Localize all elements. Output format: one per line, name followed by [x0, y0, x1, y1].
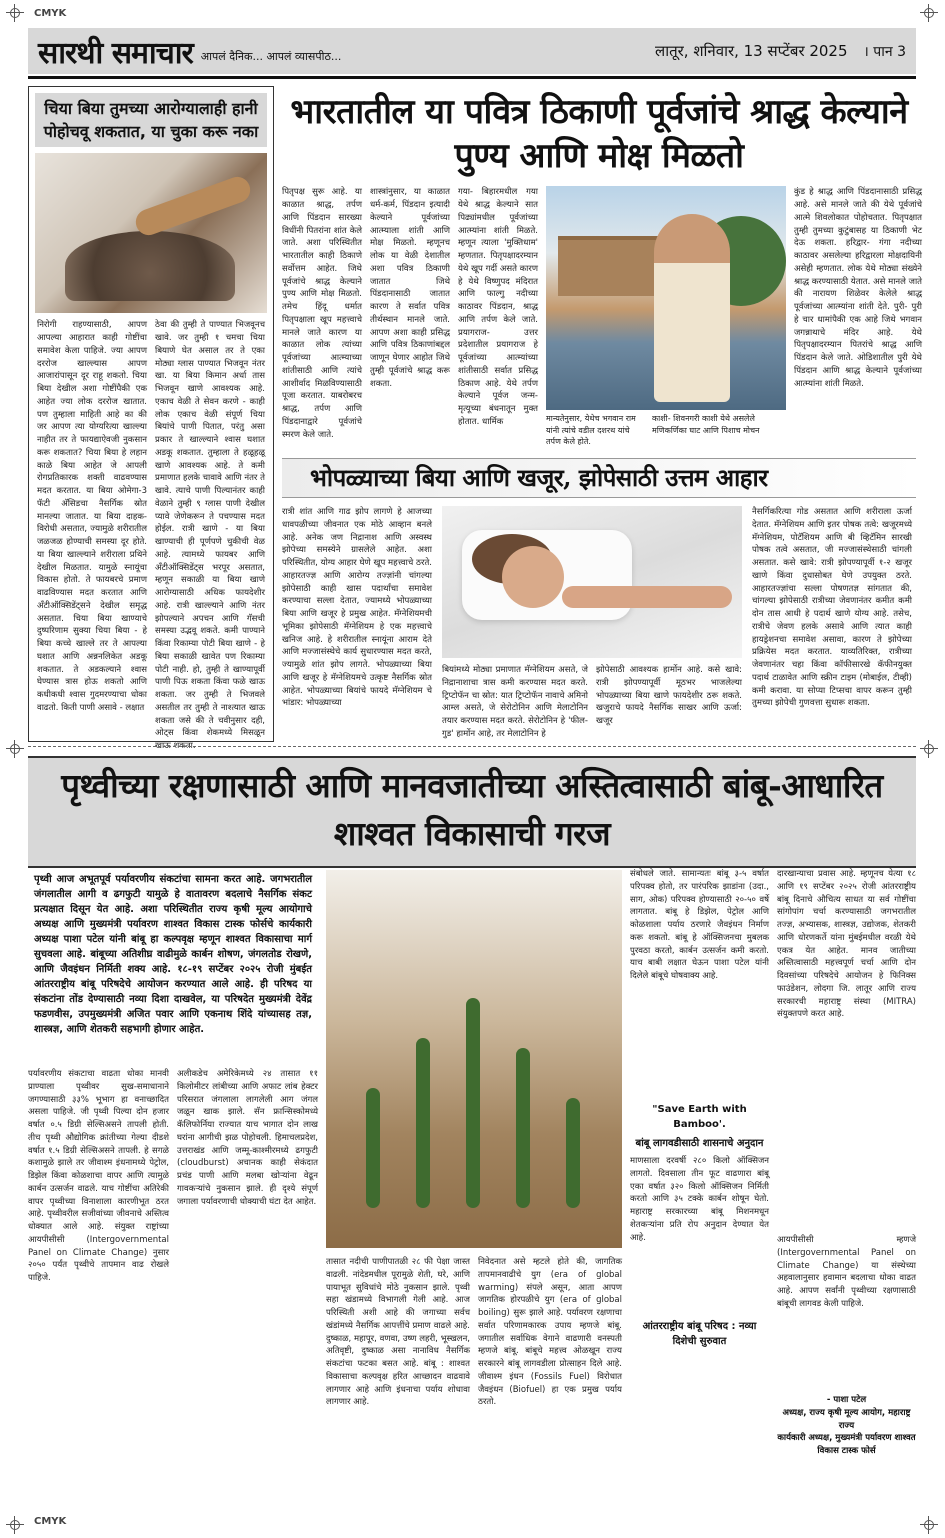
chia-headline: चिया बिया तुमच्या आरोग्यालाही हानी पोहोचवू शकतात, या चुका करू नका [35, 93, 267, 147]
section-divider [28, 746, 916, 747]
chia-article [28, 86, 274, 752]
sleep-diet-article [282, 458, 916, 738]
ancestors-column-2: शास्त्रांनुसार, या काळात धर्म-कर्म, पिंडदान इत्यादी केल्याने पूर्वजांच्या आत्म्याला शांती आणि मोक्ष मिळतो. म्हणूनच लोक या वेळी देशातील अशा पवित्र ठिकाणी जातात जिथे पिंडदानासाठी जातात कारण ते सर्वात पवित्र तीर्थस्थान मानले जाते. आपण अशा काही प्रसिद्ध आणि पवित्र ठिकाणांबद्दल जाणून घेणार आहोत जिथे तुम्ही पूर्वजांचे श्राद्ध करू शकता. [370, 187, 450, 389]
ancestors-column-1: पितृपक्ष सुरू आहे. या काळात श्राद्ध, तर्पण आणि पिंडदान सारख्या विधींनी पितरांना शांत केले जाते. अशा परिस्थितीत भारतातील काही ठिकाणे सर्वोत्तम आहेत. जिथे पूर्वजांचे श्राद्ध केल्याने पुण्य आणि मोक्ष मिळतो. तमेच हिंदू धर्मात पितृपक्षाला खूप महत्त्वाचे मानले जाते कारण या काळात लोक त्यांच्या पूर्वजांच्या आत्म्याच्या शांतीसाठी आणि त्यांचे आशीर्वाद मिळविण्यासाठी पूजा करतात. याबरोबरच श्राद्ध, तर्पण आणि पिंडदानाद्वारे पूर्वजांचे स्मरण केले जाते. [282, 187, 362, 440]
priest-figure-icon [654, 214, 730, 402]
chia-column-1: निरोगी राहण्यासाठी, आपण आपल्या आहारात काही गोष्टींचा समावेश केला पाहिजे. ज्या आपण दररोज खाल्ल्यास आपण आजारांपासून दूर राहू शकतो. चिया बिया देखील अशा गोष्टींपैकी एक आहेत ज्या लोक दररोज खातात. पण तुम्हाला माहिती आहे का की जर आपण त्या योग्यरित्या खाल्ल्या नाहीत तर ते फायद्याऐवजी नुकसान करू शकतात? चिया बिया हे लहान काळे बिया आहेत जे आपली रोगप्रतिकारक शक्ती वाढवण्यास मदत करतात. या बिया ओमेगा-3 फॅटी अ‍ॅसिडचा नैसर्गिक स्रोत मानल्या जातात. या बिया दाहक-विरोधी असतात, ज्यामुळे शरीरातील जळजळ होण्याची समस्या दूर होते. या बिया खाल्ल्याने शरीराला प्रथिने देखील मिळतात. यामुळे स्नायूंचा विकास होतो. ते फायबरचे प्रमाण वाढविण्यास मदत करतात आणि अँटीऑक्सिडेंट्सने देखील समृद्ध असतात. चिया बिया खाण्याचे दुष्परिणाम सुक्या चिया बिया - हे बिया कच्चे खाल्ले तर ते आपल्या घशात आणि अन्ननलिकेत अडकू शकतात. ते अडकल्याने श्वास घेण्यास त्रास होऊ शकतो आणि कधीकधी श्वास गुदमरण्याचा धोका वाढतो. किती पाणी असावे - लक्षात [37, 320, 147, 713]
newspaper-name: सारथी समाचार [38, 35, 193, 71]
ancestors-caption-2: काशी- शिवनगरी काशी येथे असलेले मणिकर्णिका घाट आणि पिशाच मोचन [652, 414, 760, 435]
issue-date: लातूर, शनिवार, 13 सप्टेंबर 2025 [655, 42, 848, 60]
bamboo-column-3: तासात नदीची पाणीपातळी २८ फी पेक्षा जास्त वाढली. नांदेडमधील पूरामुळे शेती, घरे, आणि पायाभूत सुविधांचे मोठे नुकसान झाले. पृथ्वी सहा खंडामध्ये विभागली गेली आहे. आज परिस्थिती अशी आहे की जगाच्या सर्वच खंडांमध्ये नैसर्गिक आपत्तींचे प्रमाण वाढले आहे. दुष्काळ, महापूर, वणवा, उष्ण लहरी, भूस्खलन, अतिवृष्टी, दुष्काळ असा नानाविध नैसर्गिक संकटांचा फटका बसत आहे. बांबू : शाश्वत विकासाचा कल्पवृक्ष हरित आच्छादन वाढवावे लागणार आहे आणि इंधनाचा पर्याय शोधावा लागणार आहे. [326, 1257, 470, 1408]
registration-crosshair-icon [6, 4, 24, 22]
arm-icon [562, 586, 732, 608]
ancestors-headline: भारतातील या पवित्र ठिकाणी पूर्वजांचे श्राद्ध केल्याने पुण्य आणि मोक्ष मिळतो [290, 92, 908, 177]
author-name: - पाशा पटेल [826, 1395, 867, 1405]
bamboo-column-4: निवेदनात असे म्हटले होते की, जागतिक तापमानवाढीचे युग (era of global warming) संपले असून, आता आपण जागतिक होरपळीचे युग (era of global boiling) सुरू झाले आहे. पर्यावरण रक्षणाचा सर्वात परिणामकारक उपाय म्हणजे बांबू. जगातील सर्वाधिक वेगाने वाढणारी वनस्पती म्हणजे बांबू. बांबूचे महत्त्व ओळखून राज्य सरकारने बांबू लागवडीला प्रोत्साहन दिले आहे. जीवाश्म इंधन (Fossils Fuel) विरोधात जैवइंधन (Biofuel) हा एक प्रमुख पर्याय ठरतो. [478, 1257, 622, 1408]
bamboo-column-5b: माणसाला दरवर्षी २८० किलो ऑक्सिजन लागतो. दिवसाला तीन फूट वाढणारा बांबू एका वर्षात ३२० किलो ऑक्सिजन निर्मिती करतो आणि ३५ टक्के कार्बन शोषून घेतो. महाराष्ट्र सरकारच्या बांबू मिशनमधून शेतकऱ्यांना प्रति रोप अनुदान देण्यात येत आहे. [630, 1156, 769, 1243]
chia-seeds-heap-icon [65, 231, 235, 301]
registration-crosshair-icon [920, 740, 938, 758]
bamboo-article [28, 756, 916, 1516]
registration-crosshair-icon [6, 1516, 24, 1534]
ghat-photo [546, 186, 786, 410]
face-icon [502, 546, 564, 608]
newspaper-tagline: आपलं दैनिक... आपलं व्यासपीठ... [200, 49, 342, 63]
bamboo-plant-icon [416, 1038, 430, 1208]
bamboo-subhead-conference: आंतरराष्ट्रीय बांबू परिषद : नव्या दिशेची सुरुवात [642, 1321, 757, 1347]
page-number: । पान 3 [863, 43, 906, 60]
bamboo-column-6: दारखान्याचा प्रवास आहे. म्हणूनच येत्या १८ आणि १९ सप्टेंबर २०२५ रोजी आंतरराष्ट्रीय बांबू दिनाचे औचित्य साधत या सर्व गोष्टींचा सांगोपांग चर्चा करण्यासाठी जगभरातील तज्ज्ञ, अभ्यासक, शास्त्रज्ञ, उद्योजक, शेतकरी आणि धोरणकर्ते यांना मुंबईमधील वरळी येथे एकत्र येत आहेत. मानव जातीच्या अस्तित्वासाठी महत्त्वपूर्ण चर्चा आणि दोन दिवसांच्या परिषदेचे आयोजन हे फिनिक्स फाउंडेशन, लोदगा जि. लातूर आणि राज्य सरकारची महाराष्ट्र संस्था (MITRA) संयुक्तपणे करत आहे. [777, 869, 916, 1020]
bamboo-column-2: अलीकडेच अमेरिकेमध्ये २४ तासात ११ किलोमीटर लांबीच्या आणि अफाट लांब हेक्टर परिसरात जंगलाला लागलेली आग जंगल जळून खाक झाले. सॅन फ्रान्सिस्कोमध्ये कॅलिफोर्निया राज्यात याच भागात दोन लाख घरांना आगीची झळ पोहोचली. हिमाचलप्रदेश, उत्तराखंड आणि जम्मू-काश्मीरमध्ये ढगफुटी (cloudburst) अचानक काही सेकंदात प्रचंड पाणी आणि मलबा खोऱ्यांना वेढून गावकऱ्यांचे नुकसान झाले. ही दृश्ये संपूर्ण जगाला पर्यावरणाची धोक्याची घंटा देत आहेत. [177, 1069, 318, 1207]
ancestors-caption-1: मान्यतेनुसार, येथेच भगवान राम यांनी त्यांचे वडील दशरथ यांचे तर्पण केले होते. [546, 414, 636, 446]
registration-crosshair-icon [6, 740, 24, 758]
bamboo-plant-icon [466, 998, 480, 1208]
bamboo-lead: पृथ्वी आज अभूतपूर्व पर्यावरणीय संकटांचा सामना करत आहे. जगभरातील जंगलातील आगी व ढगफुटी यामुळे हे वातावरण बदलाचे नैसर्गिक संकट प्रत्यक्षात दिसून येत आहे. अशा परिस्थितीत राज्य कृषी मूल्य आयोगाचे अध्यक्ष आणि मुख्यमंत्री पर्यावरण शाश्वत विकास टास्क फोर्सचे कार्यकारी अध्यक्ष पाशा पटेल यांनी बांबू हा कल्पवृक्ष म्हणून शाश्वत विकासाचा मार्ग सुचवला आहे. बांबूच्या अतिशीघ्र वाढीमुळे कार्बन शोषण, जंगलतोड रोखणे, आणि जैवइंधन निर्मिती शक्य आहे. १८-१९ सप्टेंबर २०२५ रोजी मुंबईत आंतरराष्ट्रीय बांबू परिषदेचे आयोजन करण्यात आले आहे. ही परिषद या संकटांना तोंड देण्यासाठी नव्या दिशा दाखवेल, या परिषदेत मुख्यमंत्री देवेंद्र फडणवीस, उपमुख्यमंत्री अजित पवार आणि एकनाथ शिंदे यांच्यासह तज्ञ, शास्त्रज्ञ, आणि शेतकरी सहभागी होणार आहेत. [34, 874, 312, 1035]
sleep-diet-column-2: बियांमध्ये मोठ्या प्रमाणात मॅग्नेशियम असते, जे निद्रानाशाचा त्रास कमी करण्यास मदत करते. ट्रिप्टोफॅन चा स्रोत: यात ट्रिप्टोफॅन नावाचे अमिनो आम्ल असते, जे सेरोटोनिन आणि मेलाटोनिन तयार करण्यास मदत करते. सेरोटोनिन हे 'फील-गुड' हार्मोन आहे, तर मेलाटोनिन हे [442, 665, 588, 739]
wooden-spoon-icon [132, 174, 254, 239]
ancestors-column-3: गया- बिहारमधील गया येथे श्राद्ध केल्याने सात पिढ्यांमधील पूर्वजांच्या आत्म्यांना शांती मिळते. म्हणून त्याला 'मुक्तिधाम' म्हणतात. पितृपक्षादरम्यान येथे खूप गर्दी असते कारण हे येथे विष्णुपद मंदिरात आणि फाल्गु नदीच्या काठावर पिंडदान, श्राद्ध आणि तर्पण केले जाते. प्रयागराज- उत्तर प्रदेशातील प्रयागराज हे पूर्वजांच्या आत्म्यांच्या शांतीसाठी सर्वात प्रसिद्ध ठिकाण आहे. येथे तर्पण केल्याने पूर्वज जन्म-मृत्यूच्या बंधनातून मुक्त होतात. धार्मिक [458, 187, 538, 427]
sleep-diet-column-1: रात्री शांत आणि गाढ झोप लागणे हे आजच्या धावपळीच्या जीवनात एक मोठे आव्हान बनले आहे. अनेक जण निद्रानाश आणि अस्वस्थ झोपेच्या समस्येने ग्रासलेले आहेत. अशा परिस्थितीत, योग्य आहार घेणे खूप महत्त्वाचे ठरते. आहारतज्ज्ञ आणि आरोग्य तज्ज्ञांनी चांगल्या झोपेसाठी काही खास पदार्थांचा समावेश करण्याचा सल्ला देतात, ज्यामध्ये भोपळ्याच्या बिया आणि खजूर हे प्रमुख आहेत. मॅग्नेशियमची भूमिका झोपेसाठी मॅग्नेशियम हे एक महत्त्वाचे खनिज आहे. हे शरीरातील स्नायूंना आराम देते आणि मज्जासंस्थेचे कार्य सुधारण्यास मदत करते, ज्यामुळे शांत झोप लागते. भोपळ्याच्या बिया आणि खजूर हे मॅग्नेशियमचे उत्कृष्ट नैसर्गिक स्रोत आहेत. भोपळ्याच्या बियांचे फायदे मॅग्नेशियम चे भांडार: भोपळ्याच्या [282, 507, 432, 709]
chia-photo [35, 153, 267, 313]
bamboo-column-6b: आयपीसीसी म्हणजे (Intergovernmental Panel on Climate Change) या संस्थेच्या अहवालानुसार हवामान बदलाचा धोका वाढत आहे. आपण सर्वांनी पृथ्वीच्या रक्षणासाठी बांबूची लागवड केली पाहिजे. [777, 1235, 916, 1309]
sleep-diet-column-4: नैसर्गिकरित्या गोड असतात आणि शरीराला ऊर्जा देतात. मॅग्नेशियम आणि इतर पोषक तत्वे: खजूरमध्ये मॅग्नेशियम, पोटॅशियम आणि बी व्हिटॅमिन सारखी पोषक तत्वे असतात, जी मज्जासंस्थेसाठी चांगली असतात. कसे खावे: रात्री झोपण्यापूर्वी १-२ खजूर खाणे किंवा दुधासोबत घेणे उपयुक्त ठरते. आहारतज्ज्ञांचा सल्ला पोषणतज्ञ सांगतात की, चांगल्या झोपेसाठी रात्रीच्या जेवणानंतर कमीत कमी दोन तास आधी हे पदार्थ खाणे योग्य आहे. तसेच, रात्रीचे जेवण हलके असावे आणि त्यात काही हायड्रेशनचा समावेश असावा, कारण ते झोपेच्या प्रक्रियेस मदत करतात. याव्यतिरिक्त, रात्रीच्या जेवणानंतर चहा किंवा कॉफीसारखे कॅफीनयुक्त पदार्थ टाळावेत आणि स्क्रीन टाइम (मोबाईल, टीव्ही) कमी करावा. या सोप्या टिप्सचा वापर करून तुम्ही तुमच्या झोपेची गुणवत्ता सुधारू शकता. [752, 507, 912, 709]
ancestors-article [282, 86, 922, 456]
bamboo-column-1: पर्यावरणीय संकटाचा वाढता धोका मानवी प्राण्याला पृथ्वीवर सुख-समाधानाने जगण्यासाठी ३३% भूभाग हा वनाच्छादित असला पाहिजे. जी पृथ्वी पिल्या दोन हजार वर्षात ०.५ डिग्री सेल्सिअसने तापली होती. तीच पृथ्वी औद्योगिक क्रांतीच्या गेल्या दीडशे वर्षात १.५ डिग्री सेल्सिअसने तापली. हे सगळे कशामुळे झाले तर जीवाश्म इंधनामध्ये पेट्रोल, डिझेल किंवा कोळशाचा वापर आणि त्यामुळे कार्बन उत्सर्जन वाढले. याच गोष्टींचा अतिरेकी वापर पृथ्वीच्या विनाशाला कारणीभूत ठरत आहे. पृथ्वीवरील सजीवांच्या जीवनाचे अस्तित्व धोक्यात आले आहे. संयुक्त राष्ट्रांच्या आयपीसीसी (Intergovernmental Panel on Climate Change) नुसार २०५० पर्यंत पृथ्वीचे तापमान वाढ रोखले पाहिजे. [28, 1069, 169, 1283]
sleep-diet-headline: भोपळ्याच्या बिया आणि खजूर, झोपेसाठी उत्तम आहार [282, 458, 916, 498]
bamboo-subhead-subsidy: बांबू लागवडीसाठी शासनाचे अनुदान [635, 1138, 764, 1149]
cmyk-mark-top: CMYK [34, 8, 67, 19]
bamboo-column-5: संबोधले जाते. सामान्यतः बांबू ३-५ वर्षात परिपक्व होतो, तर पारंपरिक झाडांना (उदा., साग, ओक) परिपक्व होण्यासाठी २०-५० वर्षे लागतात. बांबू हे डिझेल, पेट्रोल आणि कोळशाला पर्याय ठरणारे जैवइंधन निर्माण करू शकतो. बांबू हे ऑक्सिजनचा मुबलक पुरवठा करतो, कार्बन उत्सर्जन कमी करतो. याच बाबी लक्षात घेऊन पाशा पटेल यांनी दिलेले बांबूचे घोषवाक्य आहे. [630, 869, 769, 981]
bamboo-headline: पृथ्वीच्या रक्षणासाठी आणि मानवजातीच्या अस्तित्वासाठी बांबू-आधारित शाश्वत विकासाची गरज [28, 756, 916, 868]
bamboo-slogan: "Save Earth with Bamboo'. [652, 1104, 747, 1130]
author-role-2: कार्यकारी अध्यक्ष, मुख्यमंत्री पर्यावरण शाश्वत विकास टास्क फोर्स [777, 1433, 916, 1456]
chia-column-2: ठेवा की तुम्ही ते पाण्यात भिजवूनच खावे. जर तुम्ही १ चमचा चिया बियाणे घेत असाल तर ते एका मोठ्या ग्लास पाण्यात भिजवून नंतर खा. या बिया किमान अर्धा तास भिजवून खाणे आवश्यक आहे. एकाच वेळी ते सेवन करणे - काही लोक एकाच वेळी संपूर्ण चिया बियांचे पाणी पितात, परंतु असा प्रकार ते खाल्ल्याने श्वास घशात अडकू शकतात. तुम्हाला ते हळूहळू खाणे आवश्यक आहे. ते कमी प्रमाणात हलके चावावे आणि नंतर ते खावे. त्याचे पाणी पिल्यानंतर काही वेळाने तुम्ही ९ ग्लास पाणी देखील प्यावे जेणेकरून ते पचण्यास मदत होईल. रात्री खाणे - या बिया खाण्याची ही पूर्णपणे चुकीची वेळ आहे. त्यामध्ये फायबर आणि अँटीऑक्सिडेंट्स भरपूर असतात, म्हणून सकाळी या बिया खाणे आरोग्यासाठी अधिक फायदेशीर आहे. रात्री खाल्ल्याने आणि नंतर झोपल्याने अपचन आणि गॅसची समस्या उद्भवू शकते. कमी पाण्याने किंवा रिकाम्या पोटी बिया खाणे - हे बिया सकाळी खावेत पण रिकाम्या पोटी नाही. हो, तुम्ही ते खाण्यापूर्वी पाणी पिऊ शकता किंवा फळे खाऊ शकता. जर तुम्ही ते भिजवले असतील तर तुम्ही ते नाश्त्यात खाऊ शकता जसे की ते चवीनुसार दही, ओट्स किंवा शेकमध्ये मिसळून खाऊ शकता. [155, 320, 265, 752]
bamboo-plant-icon [366, 1088, 380, 1208]
bamboo-plant-icon [516, 1048, 530, 1208]
cmyk-mark-bottom: CMYK [34, 1516, 67, 1527]
sleep-diet-column-3: झोपेसाठी आवश्यक हार्मोन आहे. कसे खावे: रात्री झोपण्यापूर्वी मूठभर भाजलेल्या भोपळ्याच्या बिया खाणे फायदेशीर ठरू शकते. खजुराचे फायदे नैसर्गिक साखर आणि ऊर्जा: खजूर [596, 665, 742, 726]
ancestors-column-4: कुंड हे श्राद्ध आणि पिंडदानासाठी प्रसिद्ध आहे. असे मानले जाते की येथे पूर्वजांचे आत्मे शिवलोकात पोहोचतात. पितृपक्षात तुम्ही तुमच्या कुटुंबासह या ठिकाणी भेट देऊ शकता. हरिद्वार- गंगा नदीच्या काठावर असलेल्या हरिद्वारला मोक्षदायिनी असेही म्हणतात. लोक येथे मोठ्या संख्येने श्राद्ध करण्यासाठी येतात. असे मानले जाते की नारायण शिळेवर केलेले श्राद्ध पूर्वजांच्या आत्म्यांना शांती देते. पुरी- पुरी हे चार धामांपैकी एक आहे जिथे भगवान जगन्नाथाचे मंदिर आहे. येथे पितृपक्षादरम्यान पितरांचे श्राद्ध आणि पिंडदान केले जाते. ओडिशातील पुरी येथे पिंडदान आणि श्राद्ध केल्याने पूर्वजांच्या आत्म्यांना शांती मिळते. [794, 187, 922, 389]
bamboo-plant-icon [566, 1098, 580, 1208]
registration-crosshair-icon [920, 1516, 938, 1534]
sleeping-woman-photo [442, 506, 742, 658]
masthead [28, 28, 916, 74]
masthead-rule [28, 76, 916, 79]
bamboo-field-photo [326, 870, 622, 1248]
registration-crosshair-icon [920, 4, 938, 22]
author-role-1: अध्यक्ष, राज्य कृषी मूल्य आयोग, महाराष्ट्र राज्य [782, 1407, 911, 1431]
